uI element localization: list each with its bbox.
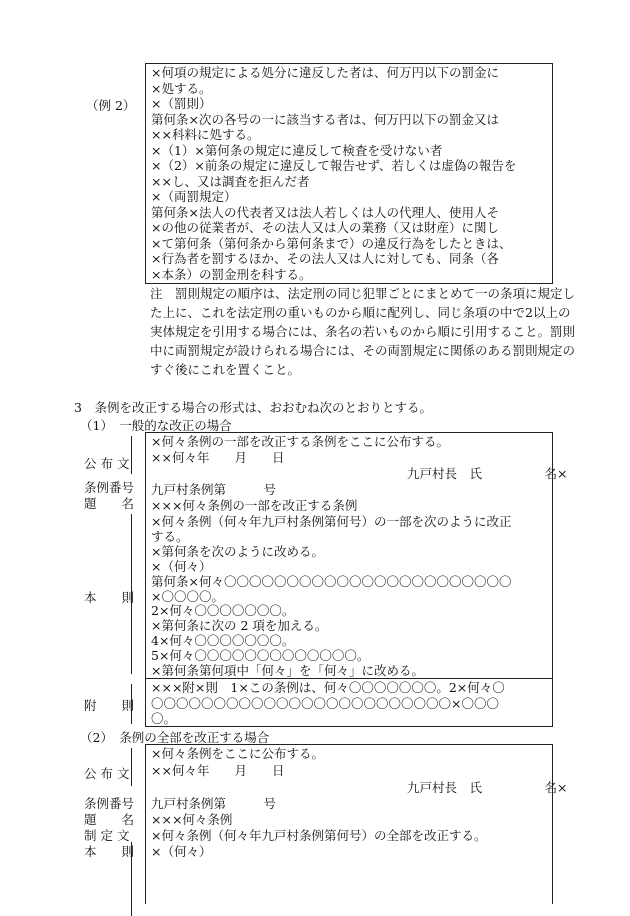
example2-line: ×（罰則） [151,96,212,111]
sub1-prom-line2: ××何々年 月 日 [151,450,285,465]
sub1-label-supplementary: 附 則 [84,698,135,713]
note-line: 実体規定を引用する場合には、条名の若いものから順に引用すること。罰則 [150,324,576,339]
sub1-main-line: 第何条×何々〇〇〇〇〇〇〇〇〇〇〇〇〇〇〇〇〇〇〇〇〇〇〇 [151,573,512,589]
section3-heading: 3 条例を改正する場合の形式は、おおむね次のとおりとする。 [74,400,432,415]
sub2-enactment: ×何々条例（何々年九戸村条例第何号）の全部を改正する。 [151,828,487,843]
sub2-label-enactment: 制 定 文 [84,828,130,843]
sub1-main-line: ×（何々） [151,558,212,574]
sub2-heading: （2） 条例の全部を改正する場合 [80,730,270,745]
example2-line: ×（1）×第何条の規定に違反して検査を受けない者 [151,142,443,158]
sub1-main-line: ×何々条例（何々年九戸村条例第何号）の一部を次のように改正 [151,514,512,529]
sub2-number: 九戸村条例第 号 [151,796,277,811]
example2-line: ××し、又は調査を拒んだ者 [151,173,310,189]
example2-line: ×（2）×前条の規定に違反して報告せず、若しくは虚偽の報告を [151,158,517,173]
example2-line: ××科料に処する。 [151,127,260,142]
example2-line: ×（両罰規定） [151,189,237,204]
sub2-label-title: 題 名 [84,812,135,827]
sub1-title: ×××何々条例の一部を改正する条例 [151,498,358,513]
sub1-main-line: 2×何々〇〇〇〇〇〇〇。 [151,603,295,619]
sub2-brace-promulgation [131,748,132,786]
sub2-label-main: 本 則 [84,844,135,859]
note-line: すぐ後にこれを置くこと。 [150,362,301,377]
example2-line: ×て第何条（第何条から第何条まで）の違反行為をしたときは、 [151,235,512,251]
sub2-mayor: 九戸村長 氏 名× [407,780,568,795]
sub1-brace-promulgation [131,436,132,474]
sub1-prom-line1: ×何々条例の一部を改正する条例をここに公布する。 [151,434,449,449]
note-line: 注 罰則規定の順序は、法定刑の同じ犯罪ごとにまとめて一の条項に規定し [150,286,576,301]
sub2-label-number: 条例番号 [84,796,135,811]
sub1-number: 九戸村条例第 号 [151,482,277,497]
sub1-heading: （1） 一般的な改正の場合 [80,418,232,433]
sub1-label-title: 題 名 [84,496,135,511]
sub1-label-main: 本 則 [84,590,135,605]
example2-label: （例 2） [86,98,136,113]
sub1-main-line: ×〇〇〇〇。 [151,588,224,604]
note-line: た上に、これを法定刑の重いものから順に配列し、同じ条項の中で2以上の [150,305,571,320]
sub1-main-line: 4×何々〇〇〇〇〇〇〇。 [151,633,295,649]
sub2-prom-line2: ××何々年 月 日 [151,763,285,778]
example2-line: ×本条）の罰金刑を科する。 [151,266,312,282]
sub1-supplementary-line: ×××附×則 1×この条例は、何々〇〇〇〇〇〇〇。2×何々〇 [151,680,505,695]
sub1-main-line: ×第何条に次の 2 項を加える。 [151,618,328,634]
sub1-main-line: 5×何々〇〇〇〇〇〇〇〇〇〇〇〇〇。 [151,648,370,664]
sub1-main-line: ×第何条第何項中「何々」を「何々」に改める。 [151,663,424,678]
example2-line: ×何項の規定による処分に違反した者は、何万円以下の罰金に [151,65,499,80]
sub1-label-number: 条例番号 [84,480,135,495]
sub1-mayor: 九戸村長 氏 名× [407,466,568,481]
sub1-label-promulgation: 公 布 文 [84,456,130,471]
sub2-prom-line1: ×何々条例をここに公布する。 [151,746,324,761]
example2-line: 第何条×法人の代表者又は法人若しくは人の代理人、使用人そ [151,204,499,220]
example2-line: ×の他の従業者が、その法人又は人の業務（又は財産）に関し [151,220,499,235]
sub1-supplementary-line: 〇。 [151,711,177,726]
sub2-title: ×××何々条例 [151,812,233,827]
note-line: 中に両罰規定が設けられる場合には、その両罰規定に関係のある罰則規定の [150,343,576,358]
sub1-main-line: する。 [151,528,189,544]
sub1-divider [145,678,553,679]
example2-line: 第何条×次の各号の一に該当する者は、何万円以下の罰金又は [151,111,499,127]
sub1-supplementary-line: 〇〇〇〇〇〇〇〇〇〇〇〇〇〇〇〇〇〇〇〇〇〇〇〇×〇〇〇 [151,695,499,711]
sub2-label-promulgation: 公 布 文 [84,766,130,781]
example2-line: ×行為者を罰するほか、その法人又は人に対しても、同条（各 [151,251,499,266]
sub1-main-line: ×第何条を次のように改める。 [151,543,324,559]
example2-line: ×処する。 [151,80,212,96]
sub2-main-line1: ×（何々） [151,844,212,859]
